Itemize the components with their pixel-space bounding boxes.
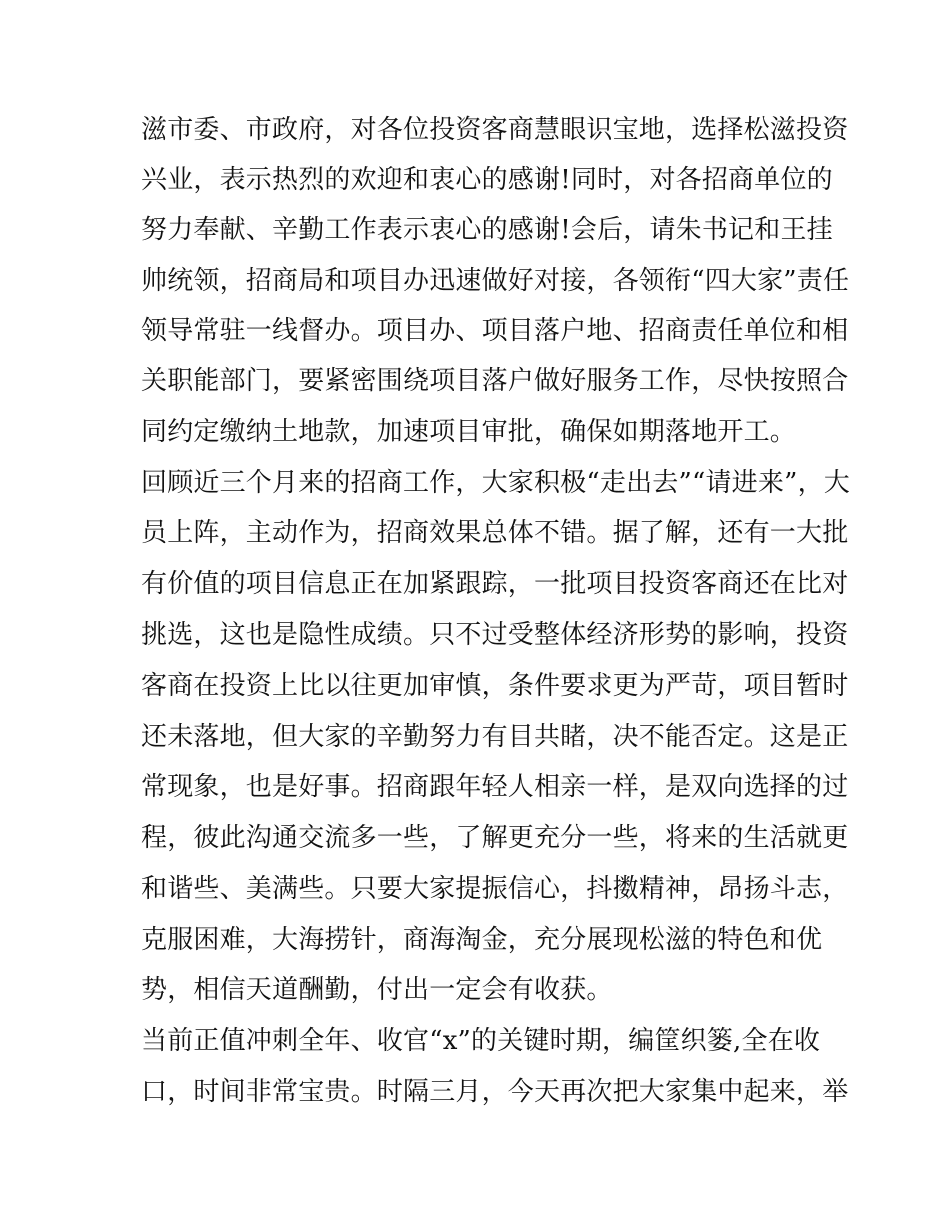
text-line: 客商在投资上比以往更加审慎，条件要求更为严苛，项目暂时 bbox=[141, 671, 849, 701]
text-line: 口，时间非常宝贵。时隔三月，今天再次把大家集中起来，举 bbox=[141, 1077, 849, 1107]
text-line: 回顾近三个月来的招商工作，大家积极“走出去”“请进来”，大 bbox=[141, 468, 850, 498]
text-line: 滋市委、市政府，对各位投资客商慧眼识宝地，选择松滋投资 bbox=[141, 115, 849, 145]
text-line: 努力奉献、辛勤工作表示衷心的感谢!会后，请朱书记和王挂 bbox=[141, 215, 833, 245]
text-line: 和谐些、美满些。只要大家提振信心，抖擞精神，昂扬斗志， bbox=[141, 874, 849, 904]
text-line: 有价值的项目信息正在加紧跟踪，一批项目投资客商还在比对 bbox=[141, 569, 849, 599]
text-line: 还未落地，但大家的辛勤努力有目共睹，决不能否定。这是正 bbox=[141, 722, 849, 752]
text-line: 克服困难，大海捞针，商海淘金，充分展现松滋的特色和优 bbox=[141, 925, 823, 955]
text-line: 关职能部门，要紧密围绕项目落户做好服务工作，尽快按照合 bbox=[141, 366, 849, 396]
text-line: 常现象，也是好事。招商跟年轻人相亲一样，是双向选择的过 bbox=[141, 772, 849, 802]
text-line: 员上阵，主动作为，招商效果总体不错。据了解，还有一大批 bbox=[141, 518, 849, 548]
text-line: 挑选，这也是隐性成绩。只不过受整体经济形势的影响，投资 bbox=[141, 620, 849, 650]
text-line: 领导常驻一线督办。项目办、项目落户地、招商责任单位和相 bbox=[141, 316, 849, 346]
text-line: 程，彼此沟通交流多一些，了解更充分一些，将来的生活就更 bbox=[141, 823, 849, 853]
text-line: 帅统领，招商局和项目办迅速做好对接，各领衔“四大家”责任 bbox=[141, 266, 850, 296]
text-line: 势，相信天道酬勤，付出一定会有收获。 bbox=[141, 975, 613, 1005]
text-line: 当前正值冲刺全年、收官“x”的关键时期，编筐织篓,全在收 bbox=[141, 1026, 821, 1056]
text-line: 同约定缴纳土地款，加速项目审批，确保如期落地开工。 bbox=[141, 417, 797, 447]
text-line: 兴业，表示热烈的欢迎和衷心的感谢!同时，对各招商单位的 bbox=[141, 165, 833, 195]
